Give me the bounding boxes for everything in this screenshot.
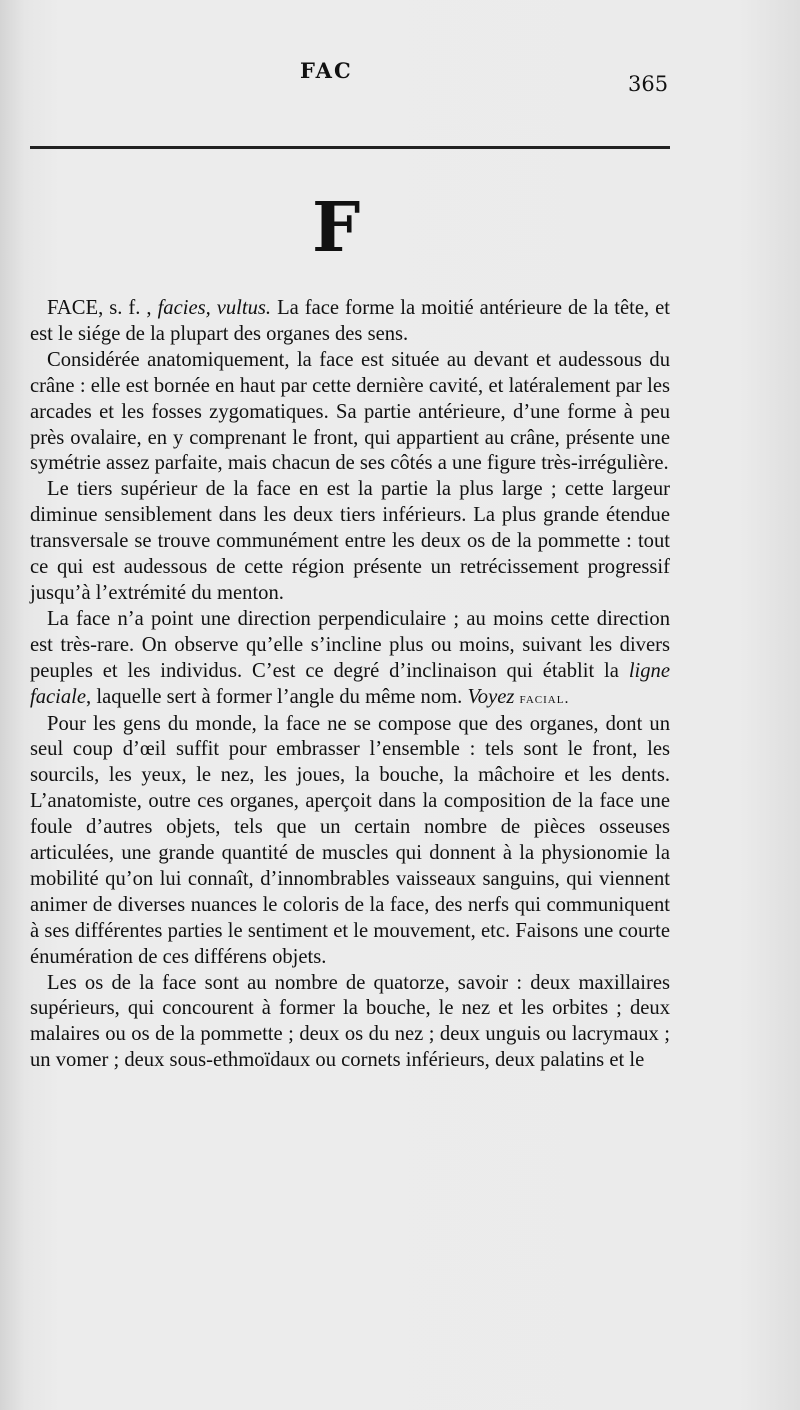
cross-reference: facial. <box>519 689 570 707</box>
italic-term: ligne faciale <box>30 659 670 708</box>
voyez-label: Voyez <box>467 685 515 708</box>
paragraph: Les os de la face sont au nombre de quatorze, savoir : deux maxillaires supérieurs, qui concourent à former la bouche, le nez et les orbites ; deux malaires ou os de la pommette ; deux os du nez ; deux unguis ou lacrymaux ; un vomer ; deux sous-ethmoïdaux ou cornets inférieurs, deux palatins et le <box>30 971 670 1072</box>
dictionary-entry <box>30 296 670 1074</box>
paragraph-text: , laquelle sert à former l’angle du même nom. <box>86 685 463 708</box>
running-title: FAC <box>300 58 353 83</box>
paragraph <box>30 296 670 348</box>
ornamental-rule <box>30 146 670 149</box>
paragraph: Pour les gens du monde, la face ne se compose que des organes, dont un seul coup d’œil suffit pour embrasser l’ensemble : tels sont le front, les sourcils, les yeux, le nez, les joues, la bouche, la mâchoire et les dents. L’anatomiste, outre ces organes, aperçoit dans la composition de la face une foule d’autres objets, tels que un certain nombre de pièces osseuses articulées, une grande quantité de muscles qui donnent à la physionomie la mobilité qu’on lui connaît, d’innombrables vaisseaux sanguins, qui viennent animer de diverses nuances le coloris de la face, des nerfs qui communiquent à ses différentes parties le sentiment et le mouvement, etc. Faisons une courte énumération de ces différens objets. <box>30 712 670 968</box>
definition-text: La face forme la moitié antérieure de la tête, et est le siége de la plupart des organes des sens. <box>30 297 670 345</box>
paragraph: Le tiers supérieur de la face en est la partie la plus large ; cette largeur diminue sensiblement dans les deux tiers inférieurs. La plus grande étendue transversale se trouve communément entre les deux os de la pommette : tout ce qui est audessous de cette région présente un retrécissement progressif jusqu’à l’extrémité du menton. <box>30 478 670 604</box>
page-number: 365 <box>628 72 669 96</box>
headword: FACE, s. f. , <box>47 297 152 319</box>
paragraph-text: La face n’a point une direction perpendiculaire ; au moins cette direction est très-rare. On observe qu’elle s’incline plus ou moins, suivant les divers peuples et les individus. C’est ce degré d’inclinaison qui établit la <box>30 607 670 682</box>
latin-terms: facies, vultus. <box>157 297 272 319</box>
paragraph: Considérée anatomiquement, la face est située au devant et audessous du crâne : elle est bornée en haut par cette dernière cavité, et latéralement par les arcades et les fosses zygomatiques. Sa partie antérieure, d’une forme à peu près ovalaire, en y comprenant le front, qui appartient au crâne, présente une symétrie assez parfaite, mais chacun de ses côtés a une figure très-irrégulière. <box>30 348 670 475</box>
running-head <box>0 52 800 96</box>
paragraph <box>30 607 670 712</box>
section-letter: F <box>312 188 361 268</box>
